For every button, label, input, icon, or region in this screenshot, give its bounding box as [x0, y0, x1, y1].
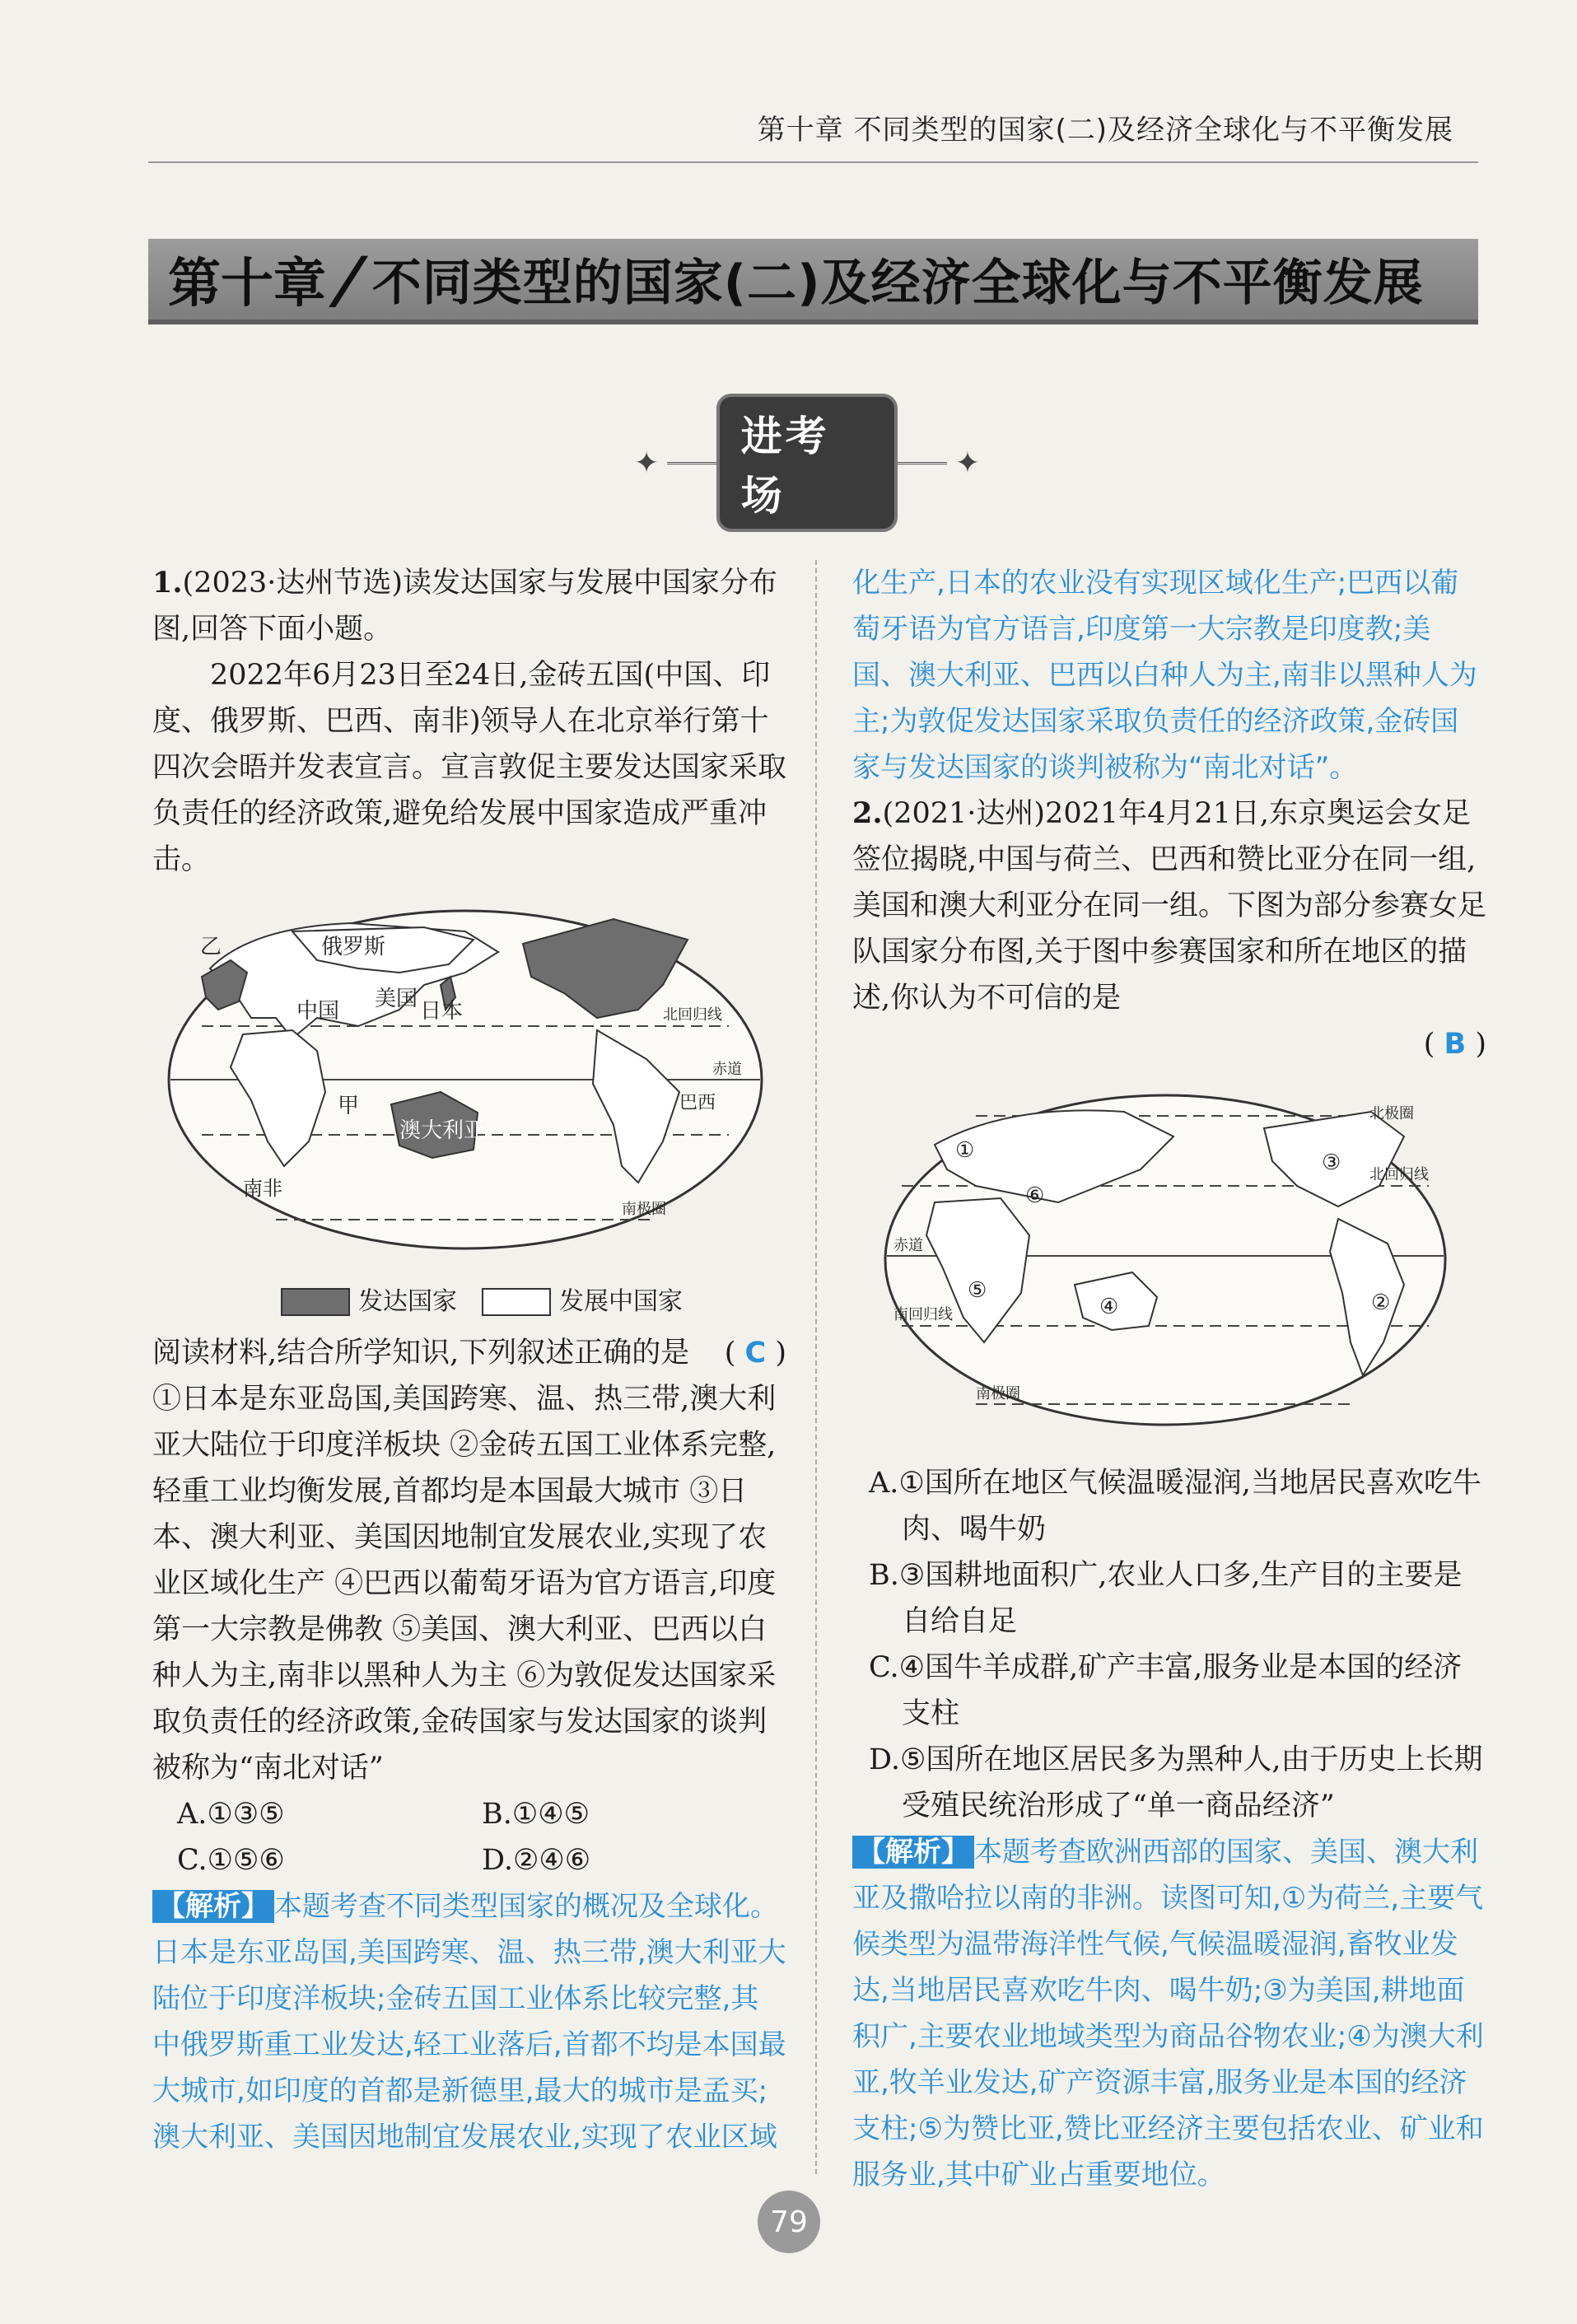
- world-map-svg: [152, 894, 778, 1265]
- map-label-antarctic: 南极圈: [622, 1201, 666, 1218]
- q2-answer-bracket: ( B ): [1423, 1028, 1486, 1061]
- chapter-number: 第十章: [168, 254, 326, 315]
- q1-question: 阅读材料,结合所学知识,下列叙述正确的是: [152, 1337, 690, 1370]
- q2-option-a: A.①国所在地区气候温暖湿润,当地居民喜欢吃牛肉、喝牛奶: [869, 1467, 1481, 1546]
- map-legend: [152, 1279, 786, 1325]
- map-label-brazil: 巴西: [679, 1093, 716, 1113]
- map-label-jia: 甲: [338, 1094, 360, 1118]
- star-icon: ✦: [634, 446, 660, 480]
- map-label-equator: 赤道: [712, 1061, 742, 1078]
- map-label-yi: 乙: [200, 935, 222, 959]
- q2-option-b: B.③国耕地面积广,农业人口多,生产目的主要是自给自足: [869, 1559, 1463, 1638]
- running-header: 第十章 不同类型的国家(二)及经济全球化与不平衡发展: [757, 114, 1453, 147]
- q1-option-a: A.①③⑤: [177, 1798, 285, 1831]
- map-label-japan: 日本: [420, 999, 464, 1024]
- q1-answer-bracket: ( C ): [724, 1337, 786, 1370]
- q1-passage: 2022年6月23日至24日,金砖五国(中国、印度、俄罗斯、巴西、南非)领导人在北京举行第十四次会晤并发表宣言。宣言敦促主要发达国家采取负责任的经济政策,避免给发展中国家造成严重冲击。: [152, 659, 787, 876]
- q2-analysis-text: 本题考查欧洲西部的国家、美国、澳大利亚及撒哈拉以南的非洲。读图可知,①为荷兰,主要气候类型为温带海洋性气候,气候温暖湿润,畜牧业发达,当地居民喜欢吃牛肉、喝牛奶;③为美国,耕地面积广,主要农业地域类型为商品谷物农业;④为澳大利亚,牧羊业发达,矿产资源丰富,服务业是本国的经济支柱;⑤为赞比亚,赞比亚经济主要包括农业、矿业和服务业,其中矿业占重要地位。: [852, 1836, 1484, 2191]
- q2-stem-text: (2021·达州)2021年4月21日,东京奥运会女足签位揭晓,中国与荷兰、巴西和赞比亚分在同一组,美国和澳大利亚分在同一组。下图为部分参赛女足队国家分布图,关于图中参赛国家和所在地区的描述,你认为不可信的是: [852, 797, 1487, 1015]
- q1-analysis-continued: 化生产,日本的农业没有实现区域化生产;巴西以葡萄牙语为官方语言,印度第一大宗教是印度教;美国、澳大利亚、巴西以白种人为主,南非以黑种人为主;为敦促发达国家采取负责任的经济政策,金砖国家与发达国家的谈判被称为“南北对话”。: [852, 567, 1477, 784]
- legend-developed: 发达国家: [358, 1287, 457, 1316]
- column-divider: [815, 560, 817, 2174]
- map-label-china: 中国: [296, 999, 340, 1024]
- legend-swatch-developing: [482, 1288, 551, 1316]
- q2-analysis: [852, 1829, 1486, 2198]
- badge-rule: [898, 462, 947, 464]
- q1-options-row2: [152, 1837, 786, 1883]
- q2-number: 2.: [852, 796, 883, 830]
- map2-label-3: ③: [1322, 1150, 1341, 1175]
- q1-stem-text: (2023·达州节选)读发达国家与发展中国家分布图,回答下面小题。: [152, 567, 778, 646]
- q1-option-b: B.①④⑤: [482, 1798, 590, 1831]
- map2-label-6: ⑥: [1025, 1183, 1045, 1208]
- chapter-banner: [148, 239, 1478, 324]
- q1-question-row: [152, 1330, 786, 1376]
- map2-label-2: ②: [1371, 1290, 1391, 1315]
- map2-label-5: ⑤: [968, 1278, 987, 1303]
- q1-option-d: D.②④⑥: [482, 1844, 591, 1877]
- chapter-title: 不同类型的国家(二)及经济全球化与不平衡发展: [371, 254, 1424, 312]
- q1-analysis: [152, 1883, 786, 2160]
- world-map-football-svg: [877, 1079, 1453, 1441]
- q1-number: 1.: [152, 566, 183, 600]
- legend-swatch-developed: [281, 1288, 350, 1316]
- map2-label-tropic-north: 北回归线: [1369, 1166, 1429, 1183]
- q2-option-c: C.④国牛羊成群,矿产丰富,服务业是本国的经济支柱: [869, 1651, 1463, 1730]
- q1-analysis-tag: 【解析】: [152, 1890, 274, 1923]
- world-map-developed: [152, 894, 786, 1325]
- map-label-tropic-north: 北回归线: [663, 1006, 722, 1024]
- left-column: [152, 560, 786, 2160]
- map2-label-4: ④: [1099, 1295, 1119, 1319]
- q2-stem: [852, 791, 1486, 1021]
- map-label-russia: 俄罗斯: [321, 935, 386, 959]
- map2-label-1: ①: [955, 1138, 975, 1163]
- map-label-usa: 美国: [375, 987, 418, 1011]
- map-label-south-africa: 南非: [243, 1177, 282, 1200]
- section-badge: [626, 413, 988, 520]
- right-column: [852, 560, 1486, 2198]
- map-label-australia: 澳大利亚: [399, 1118, 486, 1143]
- q1-options-row1: [152, 1791, 786, 1837]
- map2-label-antarctic: 南极圈: [976, 1385, 1020, 1402]
- q2-option-d: D.⑤国所在地区居民多为黑种人,由于历史上长期受殖民统治形成了“单一商品经济”: [869, 1743, 1483, 1822]
- q1-answer: C: [744, 1337, 767, 1370]
- q2-analysis-tag: 【解析】: [852, 1836, 974, 1869]
- map2-label-tropic-south: 南回归线: [893, 1306, 953, 1323]
- section-badge-label: 进考场: [716, 394, 898, 532]
- q1-analysis-text: 本题考查不同类型国家的概况及全球化。日本是东亚岛国,美国跨寒、温、热三带,澳大利亚大陆位于印度洋板块;金砖五国工业体系比较完整,其中俄罗斯重工业发达,轻工业落后,首都不均是本国最大城市,如印度的首都是新德里,最大的城市是孟买;澳大利亚、美国因地制宜发展农业,实现了农业区域: [152, 1890, 786, 2154]
- map2-label-arctic: 北极圈: [1369, 1105, 1414, 1122]
- q1-option-c: C.①⑤⑥: [177, 1844, 285, 1877]
- map2-label-equator: 赤道: [893, 1237, 923, 1254]
- star-icon: ✦: [954, 446, 980, 480]
- q2-answer: B: [1444, 1028, 1467, 1061]
- badge-rule: [667, 462, 716, 464]
- q1-statements: ①日本是东亚岛国,美国跨寒、温、热三带,澳大利亚大陆位于印度洋板块 ②金砖五国工业体系完整,轻重工业均衡发展,首都均是本国最大城市 ③日本、澳大利亚、美国因地制宜发展农业,实现了农业区域化生产 ④巴西以葡萄牙语为官方语言,印度第一大宗教是佛教 ⑤美国、澳大利亚、巴西以白种人为主,南非以黑种人为主 ⑥为敦促发达国家采取负责任的经济政策,金砖国家与发达国家的谈判被称为“南北对话”: [152, 1383, 777, 1785]
- chapter-slash: /: [325, 242, 373, 316]
- legend-developing: 发展中国家: [559, 1287, 683, 1316]
- header-rule: [148, 161, 1478, 163]
- world-map-football: [852, 1079, 1486, 1455]
- q1-stem: [152, 560, 786, 652]
- page-number: 79: [758, 2191, 820, 2253]
